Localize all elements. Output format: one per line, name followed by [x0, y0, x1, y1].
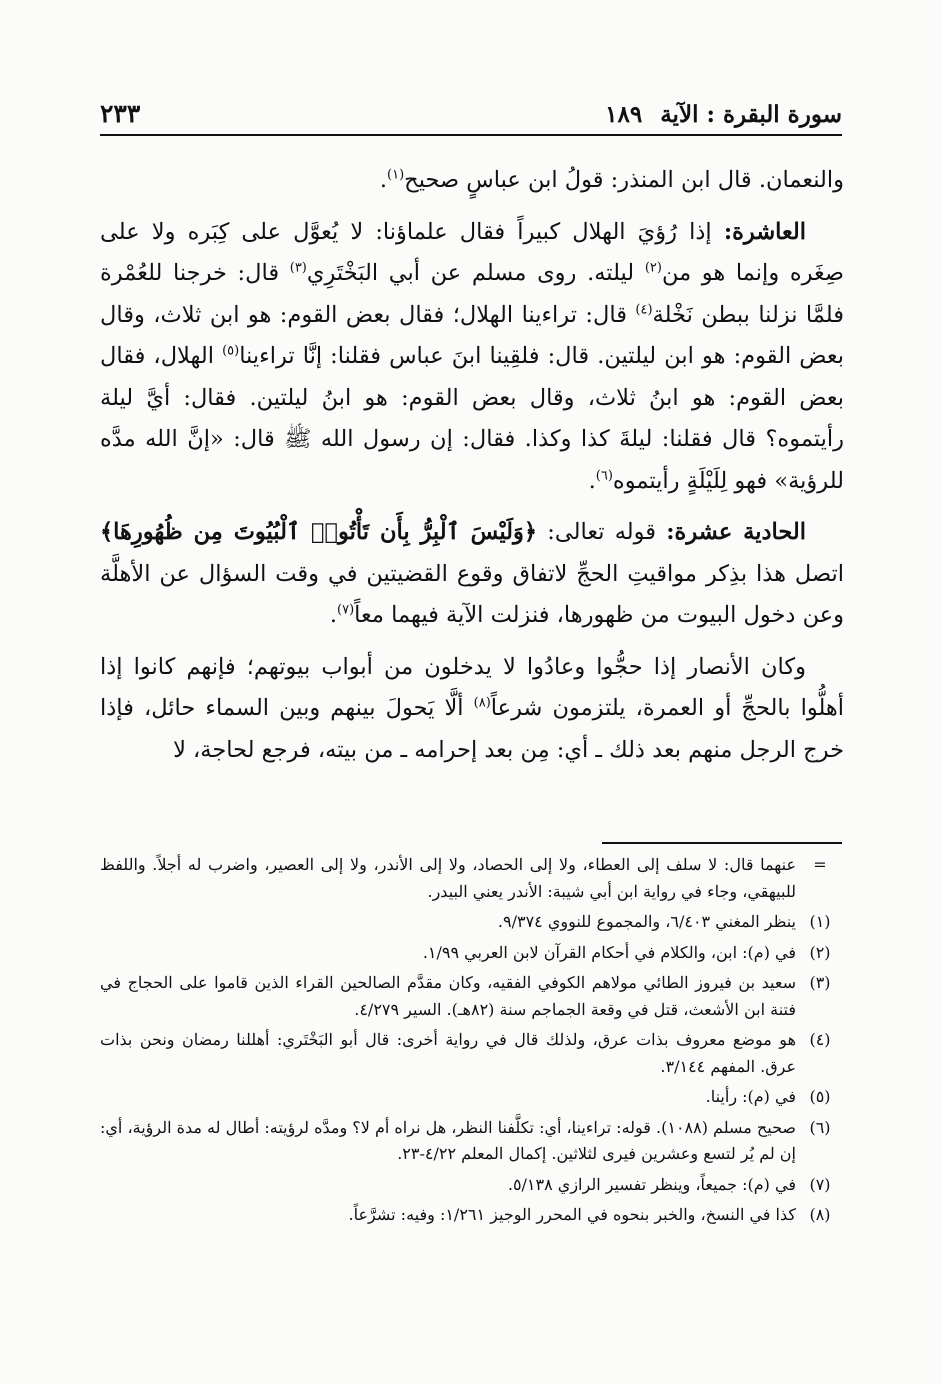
footnote-ref: (٣) — [289, 260, 307, 276]
paragraph-text: الهلال، فقال بعض القوم: هو ابنُ ثلاث، وقال بعض القوم: هو ابنُ ليلتين. فقال: أيَّ ليلة رأيتموه؟ قال فقلنا: ليلةَ كذا وكذا. فقال: إن رسول الله ﷺ قال: «إنَّ الله مدَّه للرؤية» فهو لِلَيْلَةٍ رأيتموه — [100, 343, 844, 494]
paragraph-text: . — [329, 602, 338, 628]
footnote-marker: (٢) — [809, 942, 831, 962]
verse-number: ١٨٩ — [605, 101, 643, 128]
paragraph-text: ألَّا يَحولَ بينهم وبين السماء حائل، فإذا خرج الرجل منهم بعد ذلك ـ أي: مِن بعد إحرامه ـ من بيته، فرجع لحاجة، لا — [100, 695, 844, 763]
surah-verse-label: سورة البقرة : الآية — [660, 101, 842, 128]
footnotes — [100, 852, 844, 1233]
paragraph-text: إذا رُؤيَ الهلال كبيراً فقال علماؤنا: لا يُعوَّل على كِبَره ولا على صِغَره وإنما هو من — [100, 218, 844, 286]
paragraph-text: ليلته. روى مسلم عن أبي البَخْتَرِي — [306, 260, 645, 286]
footnote — [100, 1172, 844, 1199]
footnote-ref: (٥) — [222, 343, 240, 359]
paragraph-text: اتصل هذا بذِكر مواقيتِ الحجِّ لاتفاق وقوع القضيتين في وقت السؤال عن الأهلَّة وعن دخول البيوت من ظهورها، فنزلت الآية فيهما معاً — [100, 560, 844, 628]
paragraph-text: . — [588, 467, 596, 494]
footnote — [100, 909, 844, 936]
footnote-marker: (١) — [809, 912, 831, 931]
footnote-marker: = — [813, 855, 827, 874]
paragraph-ansar — [100, 647, 844, 772]
paragraph-eleventh — [100, 512, 844, 637]
paragraph-text: والنعمان. قال ابن المنذر: قولُ ابن عباسٍ صحيح — [404, 167, 844, 193]
paragraph-text: وكان الأنصار إذا حجُّوا وعادُوا لا يدخلون من أبواب بيوتهم؛ فإنهم كانوا إذا أهلُّوا بالحجِّ أو العمرة، يلتزمون شرعاً — [100, 653, 845, 721]
footnote-text: عنهما قال: لا سلف إلى العطاء، ولا إلى الحصاد، ولا إلى الأندر، ولا إلى العصير، واضرب له أجلاً. واللفظ للبيهقي، وجاء في رواية ابن أبي شيبة: الأندر يعني البيدر. — [100, 855, 796, 901]
chapter-title — [605, 101, 842, 128]
footnote-ref: (٦) — [595, 468, 613, 483]
footnote-ref: (٧) — [337, 602, 355, 618]
footnote-ref: (١) — [387, 167, 405, 183]
running-header — [100, 92, 842, 136]
footnote — [100, 1027, 844, 1080]
footnote-text: ينظر المغني ٦/٤٠٣، والمجموع للنووي ٩/٣٧٤. — [497, 912, 796, 931]
quran-verse: ﴿وَلَيْسَ ٱلْبِرُّ بِأَن تَأْتُوا۟ ٱلْبُيُوتَ مِن ظُهُورِهَا﴾ — [100, 519, 538, 545]
footnote-text: في (م): ابن، والكلام في أحكام القرآن لابن العربي ١/٩٩. — [422, 942, 796, 962]
page-number: ٢٣٣ — [100, 99, 141, 128]
paragraph-text: قال: تراءينا الهلال؛ فقال بعض القوم: هو ابن ثلاث، وقال بعض القوم: هو ابن ليلتين. قال: فلقِينا ابنَ عباس فقلنا: إنَّا تراءينا — [100, 301, 844, 369]
footnote-ref: (٢) — [644, 260, 662, 276]
footnote-text: كذا في النسخ، والخبر بنحوه في المحرر الوجيز ١/٢٦١: وفيه: تشرَّعاً. — [348, 1205, 796, 1224]
footnote-separator — [602, 842, 842, 844]
footnote-marker: (٥) — [809, 1087, 831, 1106]
section-heading: الحادية عشرة: — [666, 519, 807, 545]
paragraph-tenth — [100, 212, 844, 503]
footnote-text: هو موضع معروف بذات عرق، ولذلك قال في رواية أخرى: قال أبو البَخْتَري: أهللنا رمضان ونحن بذات عرق. المفهم ٣/١٤٤. — [100, 1030, 796, 1076]
footnote — [100, 970, 844, 1023]
footnote-marker: (٣) — [809, 973, 831, 992]
footnote-marker: (٨) — [809, 1205, 831, 1224]
main-text — [100, 160, 844, 771]
footnote-ref: (٤) — [635, 302, 653, 317]
footnote-ref: (٨) — [473, 695, 491, 711]
paragraph-text: قوله تعالى: — [537, 519, 667, 545]
footnote — [100, 1115, 844, 1168]
footnote — [100, 852, 844, 905]
footnote-marker: (٦) — [809, 1117, 831, 1137]
footnote-text: صحيح مسلم (١٠٨٨). قوله: تراءينا، أي: تكلَّفنا النظر، هل نراه أم لا؟ ومدَّه لرؤيته: أطال له مدة الرؤية، أي: إن لم يُر لتسع وعشرين فيرى لثلاثين. إكمال المعلم ٤/٢٢-٢٣. — [100, 1117, 796, 1163]
footnote-text: في (م): جميعاً، وينظر تفسير الرازي ٥/١٣٨. — [507, 1174, 796, 1194]
footnote-text: سعيد بن فيروز الطائي مولاهم الكوفي الفقيه، وكان مقدَّم الصالحين القراء الذين قاموا على الحجاج في فتنة ابن الأشعث، قتل في وقعة الجماجم سنة (٨٢هـ). السير ٤/٢٧٩. — [100, 973, 796, 1019]
paragraph-text: قال: خرجنا للعُمْرة فلمَّا نزلنا ببطن نَخْلة — [100, 260, 844, 328]
footnote-marker: (٧) — [809, 1174, 831, 1194]
footnote — [100, 940, 844, 967]
paragraph-text: . — [379, 167, 388, 193]
footnote — [100, 1084, 844, 1111]
footnote — [100, 1202, 844, 1229]
section-heading: العاشرة: — [723, 218, 806, 245]
paragraph-1 — [100, 160, 844, 202]
footnote-marker: (٤) — [809, 1030, 831, 1049]
footnote-text: في (م): رأينا. — [705, 1087, 796, 1106]
